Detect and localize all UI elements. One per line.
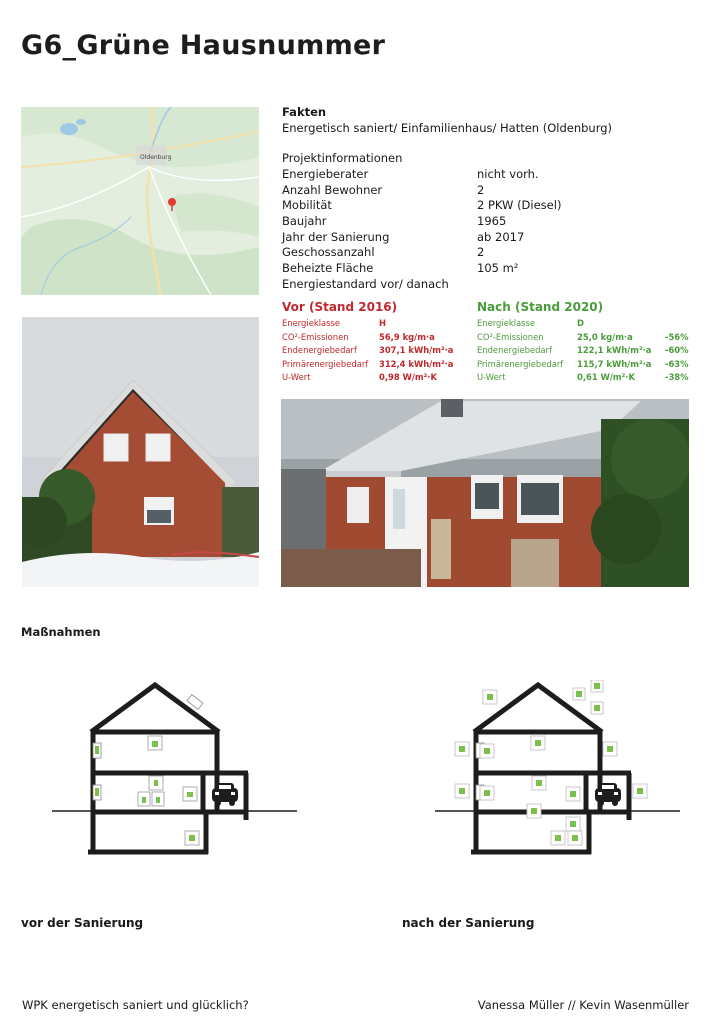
before-value: 56,9 kg/m·a — [379, 332, 435, 342]
facts-heading: Fakten — [282, 105, 327, 119]
fact-value: nicht vorh. — [477, 167, 539, 181]
fact-label: Energieberater — [282, 167, 369, 181]
fact-value: 2 — [477, 245, 485, 259]
page-title: G6_Grüne Hausnummer — [21, 30, 386, 61]
after-change: -38% — [665, 372, 689, 382]
before-value: 307,1 kWh/m²·a — [379, 345, 454, 355]
before-label: CO²-Emissionen — [282, 332, 349, 342]
footer-left: WPK energetisch saniert und glücklich? — [22, 998, 249, 1012]
after-label: Primärenergiebedarf — [477, 359, 564, 369]
measures-heading: Maßnahmen — [21, 625, 101, 639]
after-heading: Nach (Stand 2020) — [477, 300, 604, 314]
after-label: Endenergiebedarf — [477, 345, 552, 355]
before-value: 0,98 W/m²·K — [379, 372, 437, 382]
after-change: -60% — [665, 345, 689, 355]
fact-label: Baujahr — [282, 214, 327, 228]
fact-value: 1965 — [477, 214, 507, 228]
fact-label: Beheizte Fläche — [282, 261, 374, 275]
house-diagram-before — [52, 680, 297, 860]
after-label: Energieklasse — [477, 318, 536, 328]
fact-value: ab 2017 — [477, 230, 525, 244]
house-photo-after — [281, 399, 689, 587]
fact-value: 2 PKW (Diesel) — [477, 198, 562, 212]
after-label: CO²-Emissionen — [477, 332, 544, 342]
map-city-label: Oldenburg — [140, 154, 172, 161]
location-map — [21, 107, 259, 295]
before-heading: Vor (Stand 2016) — [282, 300, 398, 314]
caption-after: nach der Sanierung — [402, 916, 535, 930]
before-label: Primärenergiebedarf — [282, 359, 369, 369]
fact-label: Jahr der Sanierung — [282, 230, 390, 244]
after-label: U-Wert — [477, 372, 506, 382]
footer-right: Vanessa Müller // Kevin Wasenmüller — [477, 998, 689, 1012]
before-label: Energieklasse — [282, 318, 341, 328]
before-value: H — [379, 318, 387, 328]
fact-value: 2 — [477, 183, 485, 197]
facts-subtitle: Energetisch saniert/ Einfamilienhaus/ Hatten (Oldenburg) — [282, 120, 613, 135]
before-value: 312,4 kWh/m²·a — [379, 359, 454, 369]
fact-label: Geschossanzahl — [282, 245, 375, 259]
after-change: -63% — [665, 359, 689, 369]
fact-label: Mobilität — [282, 198, 332, 212]
after-change: -56% — [665, 332, 689, 342]
before-label: Endenergiebedarf — [282, 345, 357, 355]
fact-label: Anzahl Bewohner — [282, 183, 383, 197]
house-diagram-after — [435, 680, 680, 860]
caption-before: vor der Sanierung — [21, 916, 144, 930]
fact-value: 105 m² — [477, 261, 519, 275]
house-photo-before — [22, 317, 259, 587]
energy-standard-label: Energiestandard vor/ danach — [282, 277, 449, 291]
after-value: 122,1 kWh/m²·a — [577, 345, 652, 355]
before-label: U-Wert — [282, 372, 311, 382]
after-value: 25,0 kg/m·a — [577, 332, 633, 342]
after-value: 0,61 W/m²·K — [577, 372, 635, 382]
project-info-heading: Projektinformationen — [282, 151, 403, 165]
after-value: 115,7 kWh/m²·a — [577, 359, 652, 369]
after-value: D — [577, 318, 584, 328]
